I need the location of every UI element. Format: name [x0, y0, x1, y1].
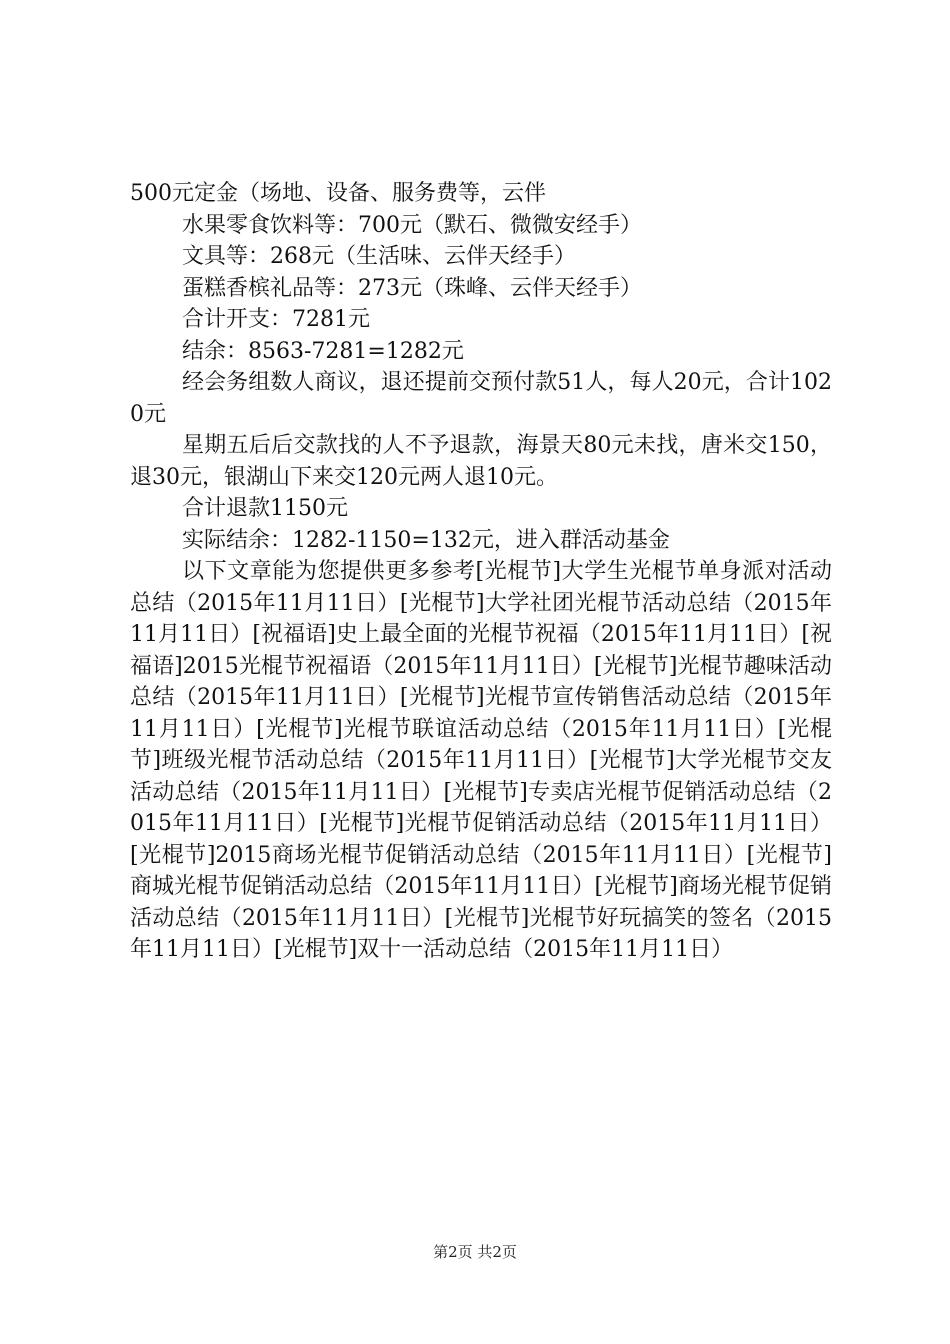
paragraph-related-articles: 以下文章能为您提供更多参考[光棍节]大学生光棍节单身派对活动总结（2015年11月11日）[光棍节]大学社团光棍节活动总结（2015年11月11日）[祝福语]史上最全面的光棍节祝福（2015年11月11日）[祝福语]2015光棍节祝福语（2015年11月11日）[光棍节]光棍节趣味活动总结（2015年11月11日）[光棍节]光棍节宣传销售活动总结（2015年11月11日）[光棍节]光棍节联谊活动总结（2015年11月11日）[光棍节]班级光棍节活动总结（2015年11月11日）[光棍节]大学光棍节交友活动总结（2015年11月11日）[光棍节]专卖店光棍节促销活动总结（2015年11月11日）[光棍节]光棍节促销活动总结（2015年11月11日）[光棍节]2015商场光棍节促销活动总结（2015年11月11日）[光棍节]商城光棍节促销活动总结（2015年11月11日）[光棍节]商场光棍节促销活动总结（2015年11月11日）[光棍节]光棍节好玩搞笑的签名（2015年11月11日）[光棍节]双十一活动总结（2015年11月11日）	[130, 559, 832, 962]
page-footer: 第2页 共2页	[433, 1243, 517, 1261]
paragraph-deposit: 500元定金（场地、设备、服务费等，云伴	[130, 181, 546, 206]
paragraph-total-refund: 合计退款1150元	[182, 496, 348, 521]
paragraph-total-expense: 合计开支：7281元	[182, 307, 370, 332]
paragraph-cake-gifts: 蛋糕香槟礼品等：273元（珠峰、云伴天经手）	[182, 275, 642, 301]
paragraph-actual-balance: 实际结余：1282-1150=132元，进入群活动基金	[182, 527, 670, 553]
document-body	[130, 178, 832, 966]
paragraph-refund-agreement: 经会务组数人商议，退还提前交预付款51人，每人20元，合计1020元	[130, 370, 832, 427]
paragraph-fruit-snacks: 水果零食饮料等：700元（默石、微微安经手）	[182, 212, 642, 238]
paragraph-friday-refund: 星期五后后交款找的人不予退款，海景天80元未找，唐米交150，退30元，银湖山下来交120元两人退10元。	[130, 433, 832, 490]
paragraph-stationery: 文具等：268元（生活味、云伴天经手）	[182, 244, 576, 269]
paragraph-balance: 结余：8563-7281=1282元	[182, 338, 464, 364]
